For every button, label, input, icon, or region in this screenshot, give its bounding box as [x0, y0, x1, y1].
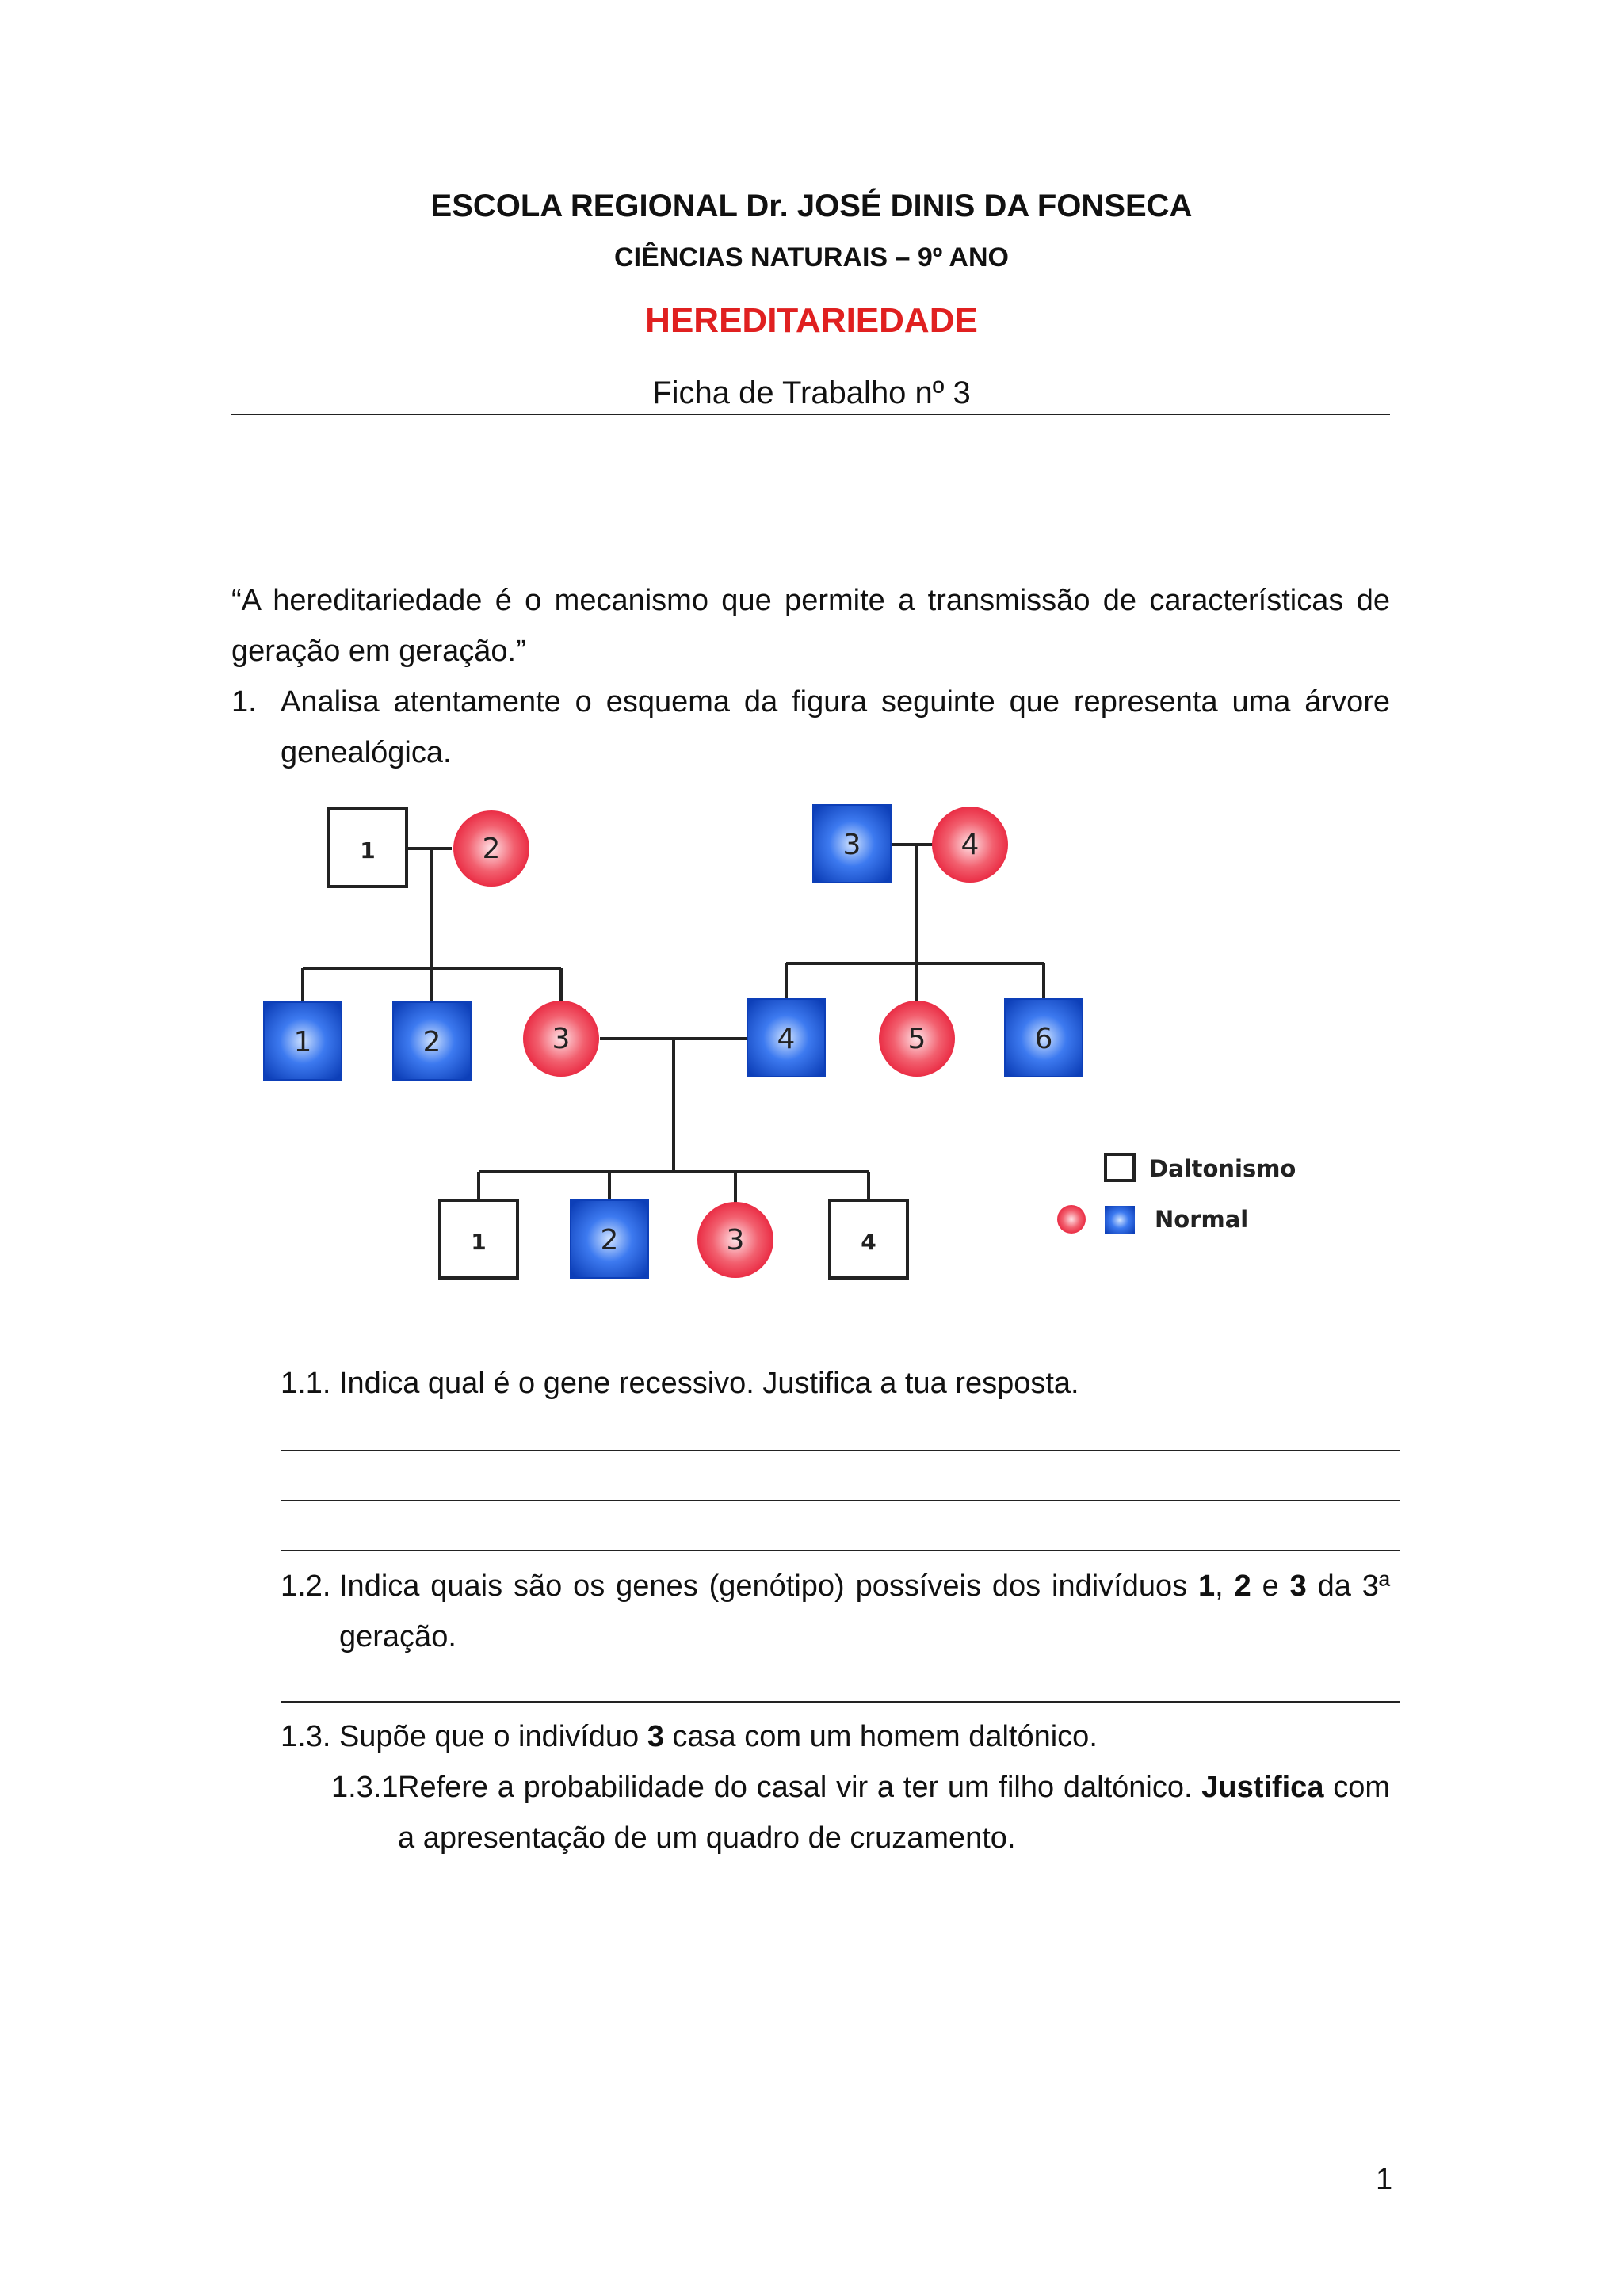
- question-1-number: 1.: [231, 685, 257, 719]
- topic-title: HEREDITARIEDADE: [645, 301, 978, 340]
- gen2-individual-5: [879, 1001, 955, 1077]
- individual-label: 3: [726, 1224, 745, 1257]
- individual-label: 4: [861, 1229, 876, 1255]
- generation-3: [440, 1200, 907, 1278]
- individual-label: 4: [960, 829, 980, 861]
- individual-label: 1: [293, 1026, 312, 1058]
- question-1-3: 1.3. Supõe que o indivíduo 3 casa com um homem daltónico.: [281, 1720, 1098, 1753]
- question-1-text: Analisa atentamente o esquema da figura seguinte que representa uma árvore genealógica.: [281, 685, 1390, 769]
- intro-quote: “A hereditariedade é o mecanismo que permite a transmissão de características de geração em geração.”: [231, 584, 1390, 668]
- legend-affected-square-icon: [1106, 1154, 1134, 1180]
- question-1-1-number: 1.1.: [281, 1367, 331, 1400]
- individual-label: 2: [482, 833, 501, 865]
- individual-label: 2: [422, 1026, 441, 1058]
- legend-male-square-icon: [1105, 1206, 1135, 1234]
- question-1-1: [281, 1358, 1079, 1409]
- gen1-individual-3: [813, 805, 891, 883]
- gen1-individual-2: [453, 810, 529, 887]
- individual-label: 3: [842, 829, 861, 861]
- legend-normal-label: Normal: [1155, 1206, 1249, 1233]
- worksheet-title: Ficha de Trabalho nº 3: [652, 376, 971, 410]
- legend-female-circle-icon: [1057, 1205, 1086, 1234]
- header-rule: [231, 414, 1390, 415]
- answer-line[interactable]: [281, 1500, 1400, 1501]
- question-1-3-1-text: Refere a probabilidade do casal vir a ter um filho daltónico. Justifica com a apresentação de um quadro de cruzamento.: [398, 1771, 1390, 1855]
- individual-label: 6: [1034, 1023, 1053, 1055]
- question-1-1-text: Indica qual é o gene recessivo. Justifica a tua resposta.: [338, 1367, 1079, 1400]
- gen3-individual-2: [571, 1200, 648, 1278]
- pedigree-legend: [1057, 1154, 1296, 1234]
- gen2-individual-2: [393, 1002, 471, 1080]
- page-number: 1: [1376, 2163, 1393, 2196]
- legend-affected-label: Daltonismo: [1149, 1155, 1296, 1182]
- school-name: ESCOLA REGIONAL Dr. JOSÉ DINIS DA FONSECA: [430, 189, 1193, 223]
- pedigree-chart: [238, 780, 1403, 1311]
- answer-line[interactable]: [281, 1450, 1400, 1451]
- question-1-2-number: 1.2.: [281, 1569, 331, 1603]
- subject-line: CIÊNCIAS NATURAIS – 9º ANO: [614, 242, 1009, 273]
- gen3-individual-4: [830, 1200, 907, 1278]
- gen1-individual-1: [329, 809, 407, 887]
- gen2-individual-3: [523, 1001, 599, 1077]
- individual-label: 1: [471, 1229, 487, 1255]
- gen2-individual-1: [264, 1002, 342, 1080]
- individual-label: 5: [907, 1023, 926, 1055]
- gen1-individual-4: [932, 807, 1008, 883]
- question-1-2-text: Indica quais são os genes (genótipo) possíveis dos indivíduos 1, 2 e 3 da 3ª geração.: [339, 1569, 1391, 1653]
- answer-line[interactable]: [281, 1550, 1400, 1551]
- individual-label: 1: [360, 837, 376, 864]
- gen3-individual-3: [697, 1202, 773, 1278]
- individual-label: 4: [777, 1023, 796, 1055]
- individual-label: 3: [552, 1023, 571, 1055]
- answer-line[interactable]: [281, 1701, 1400, 1703]
- question-1-3-1-number: 1.3.1.: [331, 1771, 407, 1804]
- gen2-individual-6: [1005, 999, 1083, 1077]
- individual-label: 2: [600, 1224, 619, 1257]
- gen3-individual-1: [440, 1200, 517, 1278]
- gen2-individual-4: [747, 999, 825, 1077]
